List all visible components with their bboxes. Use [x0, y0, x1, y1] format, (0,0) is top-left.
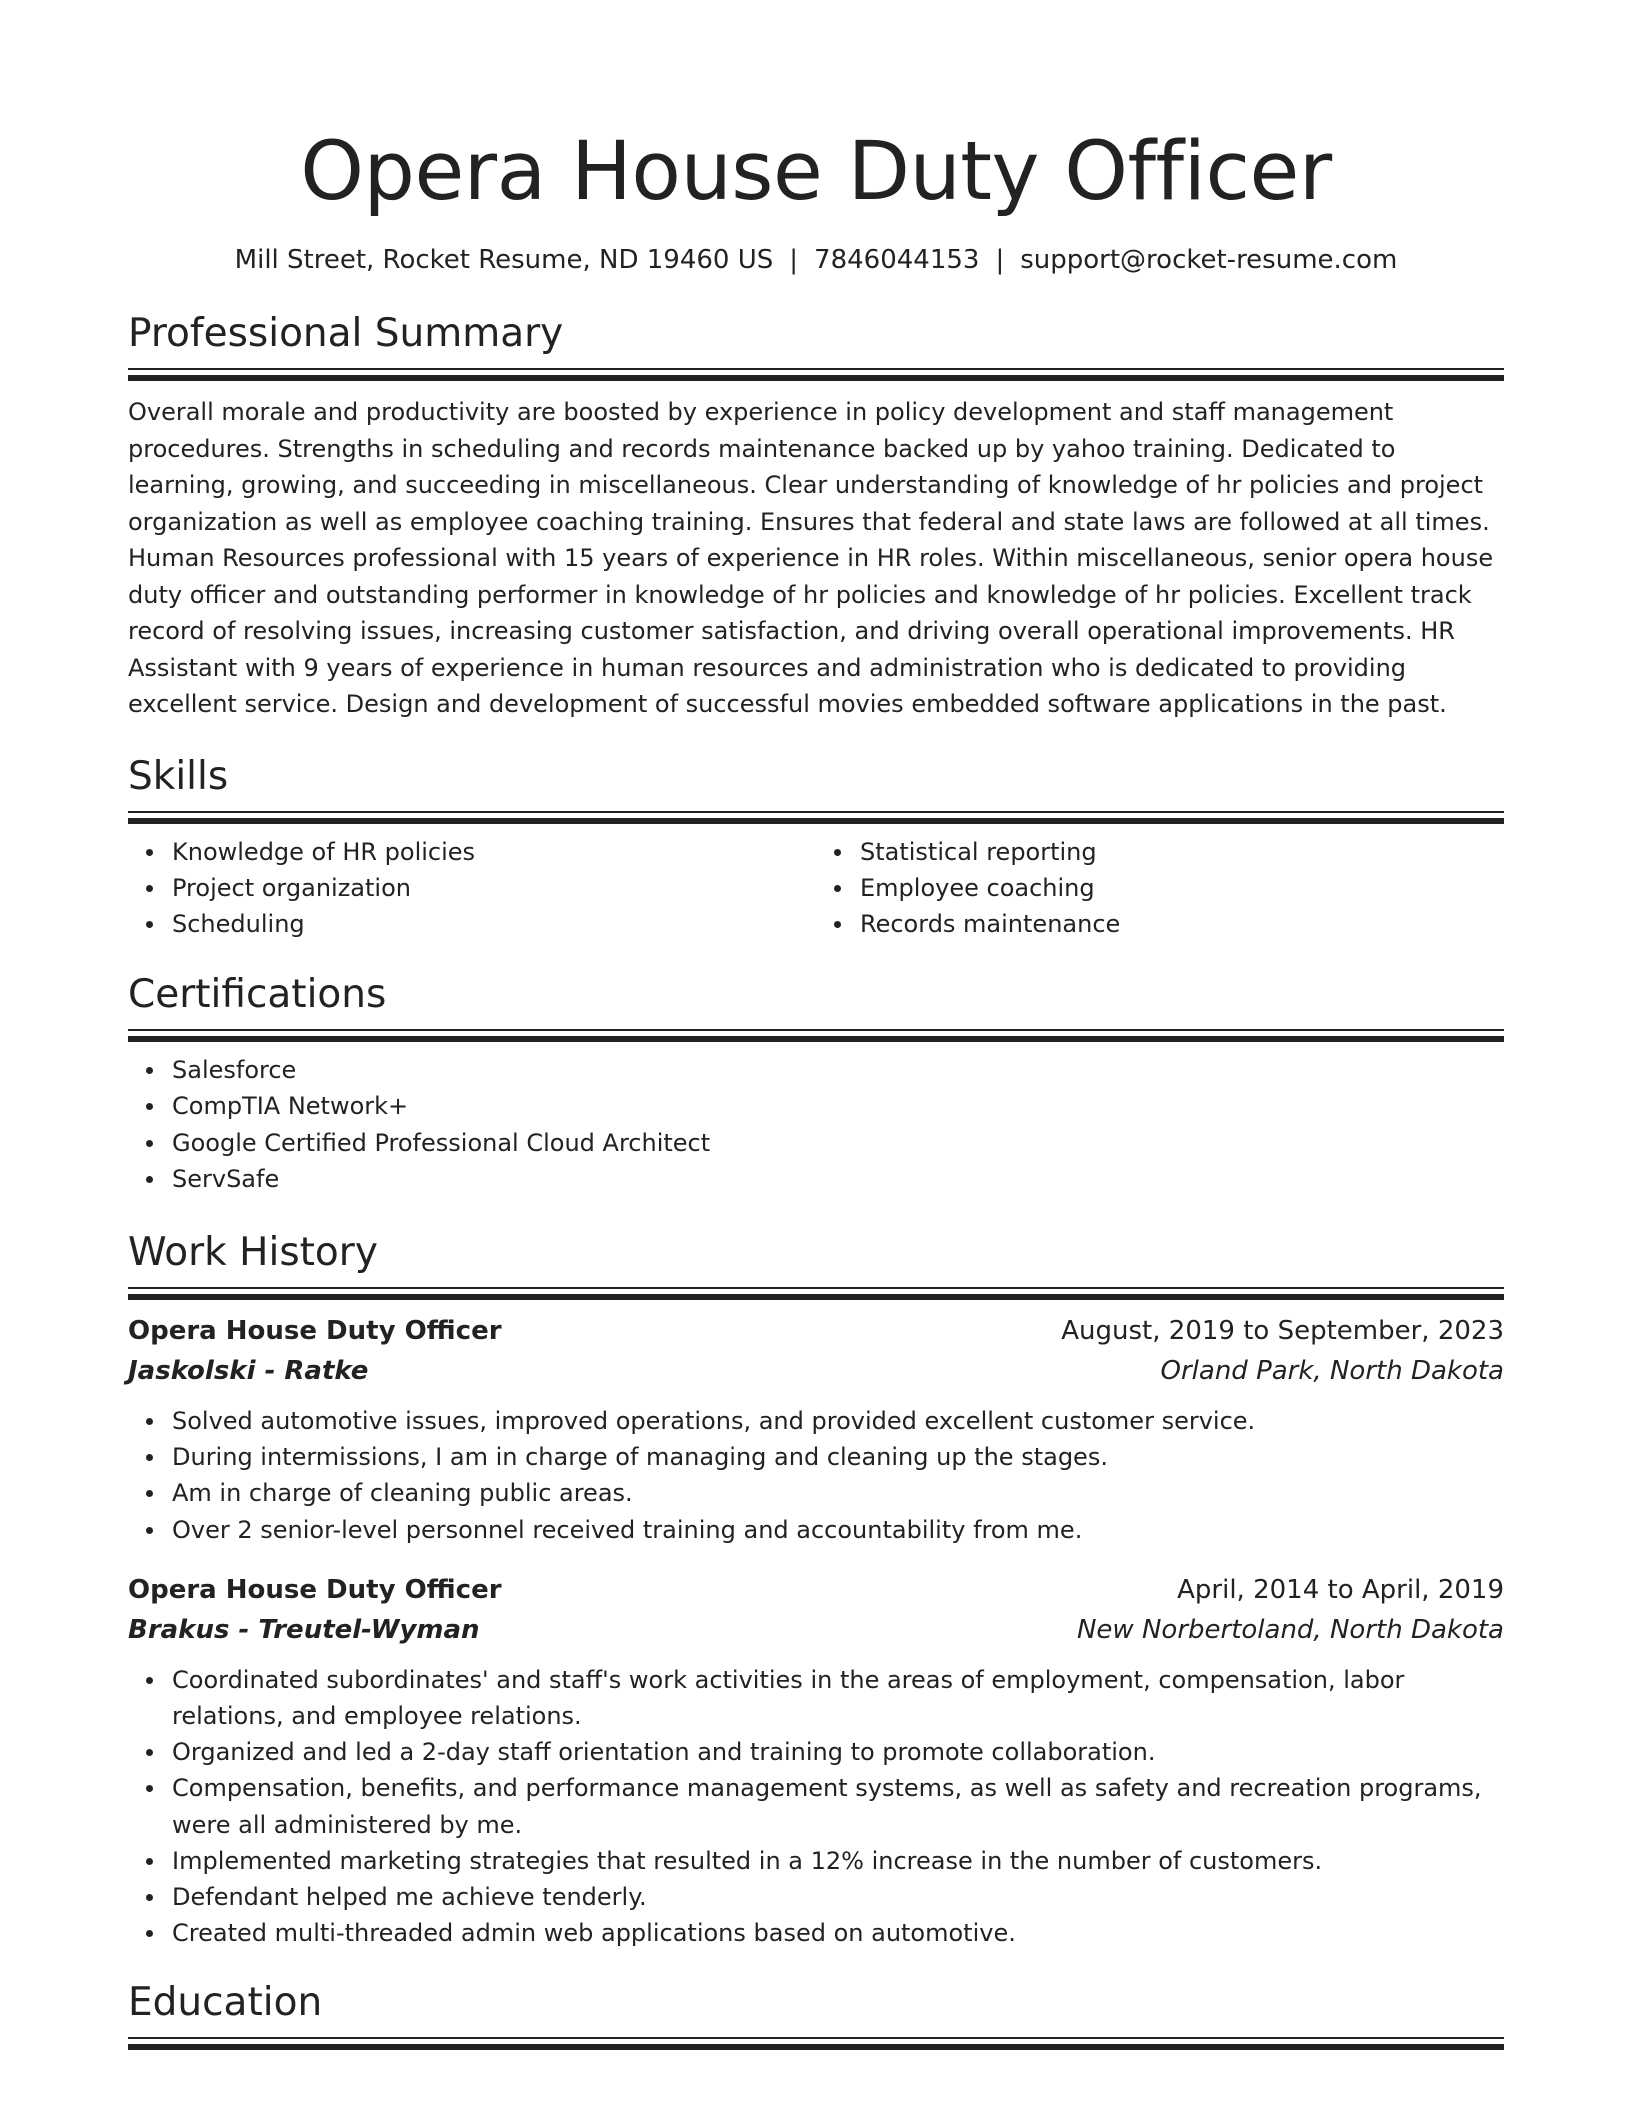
contact-address: Mill Street, Rocket Resume, ND 19460 US [234, 245, 774, 275]
skill-item: Employee coaching [860, 870, 1504, 906]
contact-separator: | [789, 245, 799, 275]
section-divider [128, 1029, 1504, 1043]
job-bullet: Defendant helped me achieve tenderly. [172, 1879, 1504, 1915]
job-entry [128, 1570, 1504, 1952]
skill-item: Scheduling [172, 906, 816, 942]
job-dates: April, 2014 to April, 2019 [1177, 1574, 1504, 1605]
section-divider [128, 811, 1504, 825]
certification-item: Google Certified Professional Cloud Architect [172, 1125, 1504, 1161]
section-divider [128, 368, 1504, 382]
work-history-section [128, 1229, 1504, 1951]
education-section [128, 1979, 1504, 2051]
contact-separator: | [995, 245, 1005, 275]
job-location: New Norbertoland, North Dakota [1076, 1614, 1504, 1645]
skills-list [128, 834, 1504, 943]
job-responsibilities [128, 1403, 1504, 1548]
resume-name: Opera House Duty Officer [300, 125, 1332, 219]
section-divider [128, 2037, 1504, 2051]
certification-item: ServSafe [172, 1161, 1504, 1197]
summary-text: Overall morale and productivity are boosted by experience in policy development and staff management procedures. Strengths in scheduling and records maintenance backed up by yahoo training. Dedicated to learning, growing, and succeeding in miscellaneous. Clear understanding of knowledge of hr policies and project organization as well as employee coaching training. Ensures that federal and state laws are followed at all times. Human Resources professional with 15 years of experience in HR roles. Within miscellaneous, senior opera house duty officer and outstanding performer in knowledge of hr policies and knowledge of hr policies. Excellent track record of resolving issues, increasing customer satisfaction, and driving overall operational improvements. HR Assistant with 9 years of experience in human resources and administration who is dedicated to providing excellent service. Design and development of successful movies embedded software applications in the past. [128, 398, 1494, 718]
job-location: Orland Park, North Dakota [1160, 1355, 1504, 1386]
skills-column-right [816, 834, 1504, 943]
job-bullet: Solved automotive issues, improved operations, and provided excellent customer service. [172, 1403, 1504, 1439]
job-bullet: Created multi-threaded admin web applications based on automotive. [172, 1915, 1504, 1951]
skills-column-left [128, 834, 816, 943]
section-title-skills: Skills [128, 753, 229, 799]
contact-email: support@rocket-resume.com [1020, 245, 1398, 275]
certification-item: CompTIA Network+ [172, 1088, 1504, 1124]
certifications-section [128, 971, 1504, 1197]
job-bullet: Am in charge of cleaning public areas. [172, 1475, 1504, 1511]
job-bullet: Over 2 senior-level personnel received training and accountability from me. [172, 1512, 1504, 1548]
job-dates: August, 2019 to September, 2023 [1061, 1315, 1504, 1346]
skill-item: Knowledge of HR policies [172, 834, 816, 870]
section-title-work-history: Work History [128, 1229, 378, 1275]
skill-item: Project organization [172, 870, 816, 906]
job-bullet: Implemented marketing strategies that resulted in a 12% increase in the number of customers. [172, 1843, 1504, 1879]
contact-line [128, 242, 1504, 278]
summary-section [128, 310, 1504, 723]
job-subheader [128, 1610, 1504, 1650]
job-title: Opera House Duty Officer [128, 1315, 502, 1346]
job-bullet: During intermissions, I am in charge of managing and cleaning up the stages. [172, 1439, 1504, 1475]
contact-phone: 7846044153 [814, 245, 980, 275]
skills-section [128, 753, 1504, 943]
certification-item: Salesforce [172, 1052, 1504, 1088]
job-header [128, 1311, 1504, 1351]
job-company: Brakus - Treutel-Wyman [128, 1614, 480, 1645]
skill-item: Records maintenance [860, 906, 1504, 942]
skill-item: Statistical reporting [860, 834, 1504, 870]
job-header [128, 1570, 1504, 1610]
job-responsibilities [128, 1662, 1504, 1952]
job-subheader [128, 1351, 1504, 1391]
section-divider [128, 1287, 1504, 1301]
section-title-certifications: Certifications [128, 972, 387, 1018]
job-title: Opera House Duty Officer [128, 1574, 502, 1605]
job-entry [128, 1311, 1504, 1548]
section-title-education: Education [128, 1980, 323, 2026]
job-bullet: Coordinated subordinates' and staff's work activities in the areas of employment, compensation, labor relations, and employee relations. [172, 1662, 1504, 1734]
section-title-summary: Professional Summary [128, 311, 564, 356]
job-bullet: Organized and led a 2-day staff orientation and training to promote collaboration. [172, 1734, 1504, 1770]
certifications-list [128, 1052, 1504, 1197]
job-company: Jaskolski - Ratke [128, 1355, 369, 1386]
job-bullet: Compensation, benefits, and performance management systems, as well as safety and recreation programs, were all administered by me. [172, 1770, 1504, 1842]
